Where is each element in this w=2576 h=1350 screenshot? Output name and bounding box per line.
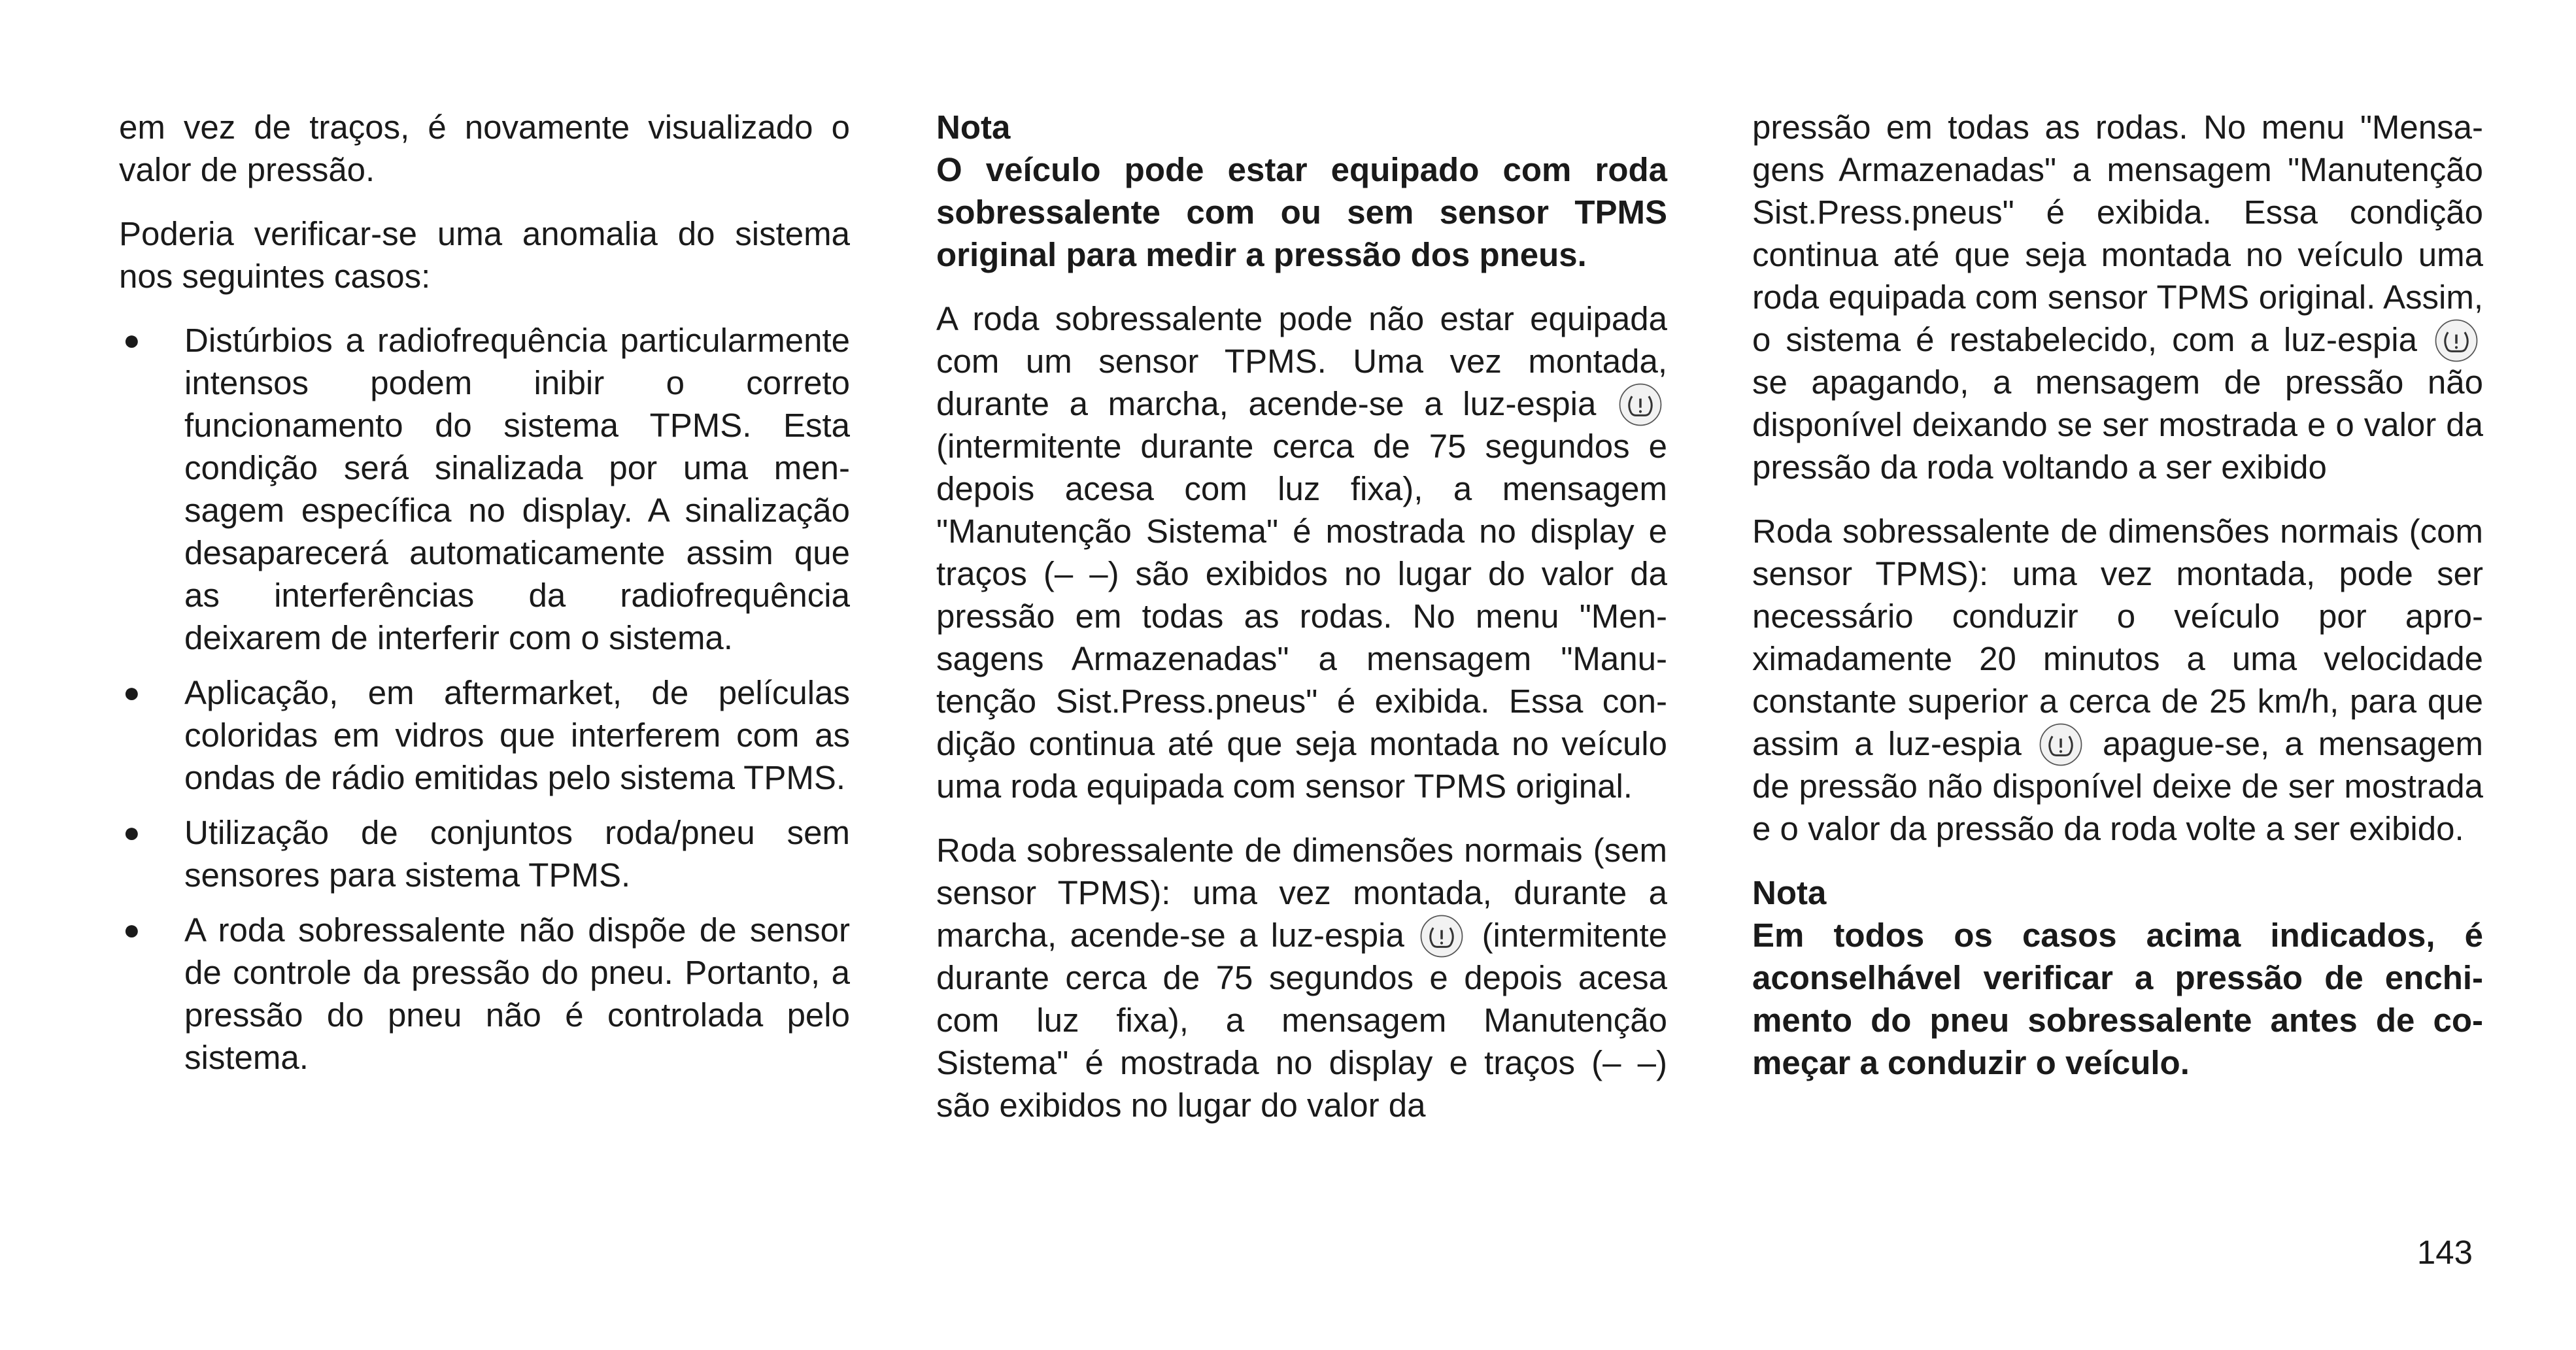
paragraph-text: se apagando, a mensagem de pressão não disponível deixando se ser mostrada e o valor da pressão da roda voltando a ser exibido [1752,363,2483,486]
list-item [119,811,850,896]
bullet-icon: ● [123,677,141,709]
column-left [119,106,850,1091]
paragraph-text: Roda sobressalente de dimensões normais (com sensor TPMS): uma vez montada, pode ser necessário conduzir o veículo por aproximadamente 20 minutos a uma velocidade constante superior a cerca de 25 km/h, para que assim a luz-espia [1752,513,2483,762]
paragraph [1752,510,2483,850]
list-item-text: Aplicação, em aftermarket, de películas coloridas em vidros que interferem com as ondas de rádio emitidas pelo sistema TPMS. [184,674,850,796]
list-item [119,319,850,659]
paragraph: em vez de traços, é novamente visualizado o valor de pressão. [119,109,850,188]
paragraph-text: Roda sobressalente de dimensões normais (sem sensor TPMS): uma vez montada, durante a marcha, acende-se a luz-espia [936,832,1667,954]
paragraph [1752,106,2483,488]
tpms-warning-lamp-icon [2038,722,2084,768]
list-item [119,909,850,1079]
note-title: Nota [936,109,1011,146]
list-item [119,671,850,799]
tpms-warning-lamp-icon [1618,382,1663,428]
paragraph-text: (intermitente durante cerca de 75 segundos e depois acesa com luz fixa), a mensagem Manutenção Sistema" é mostrada no display e traços (– –) são exibidos no lugar do valor da [936,917,1668,1124]
note-text: Em todos os casos acima indicados, é aconselhável verificar a pressão de enchimento do pneu sobressalente antes de começar a conduzir o veículo. [1752,917,2483,1081]
note-title: Nota [1752,874,1827,911]
page-number: 143 [2416,1234,2473,1271]
bullet-icon: ● [123,324,141,356]
list-item-text: Distúrbios a radiofrequência particularmente intensos podem inibir o correto funcionamento do sistema TPMS. Esta condição será sinalizada por uma mensagem específica no display. A sinalização desaparecerá automaticamente assim que as interferências da radiofrequência deixarem de interferir com o sistema. [184,322,850,656]
paragraph [936,829,1667,1126]
bullet-icon: ● [123,914,141,946]
list-item-text: A roda sobressalente não dispõe de sensor de controle da pressão do pneu. Portanto, a pressão do pneu não é controlada pelo sistema. [184,911,850,1076]
paragraph-text: pressão em todas as rodas. No menu "Mensagens Armazenadas" a mensagem "Manutenção Sist.Press.pneus" é exibida. Essa condição continua até que seja montada no veículo uma roda equipada com sensor TPMS original. Assim, o sistema é restabelecido, com a luz-espia [1752,109,2483,358]
column-middle [936,106,1667,1148]
paragraph [936,297,1667,807]
paragraph-text: (intermitente durante cerca de 75 segundos e depois acesa com luz fixa), a mensagem "Manutenção Sistema" é mostrada no display e traços (– –) são exibidos no lugar do valor da pressão em todas as rodas. No menu "Mensagens Armazenadas" a mensagem "Manutenção Sist.Press.pneus" é exibida. Essa condição continua até que seja montada no veículo uma roda equipada com sensor TPMS original. [936,428,1667,805]
paragraph-text: apague-se, a mensagem de pressão não disponível deixe de ser mostrada e o valor da pressão da roda volte a ser exibido. [1752,725,2484,847]
list-item-text: Utilização de conjuntos roda/pneu sem sensores para sistema TPMS. [184,814,850,894]
tpms-warning-lamp-icon [1419,913,1465,959]
column-right [1752,106,2483,1105]
paragraph-text: A roda sobressalente pode não estar equipada com um sensor TPMS. Uma vez montada, durante a marcha, acende-se a luz-espia [936,300,1667,422]
bullet-icon: ● [123,817,141,849]
paragraph: Poderia verificar-se uma anomalia do sistema nos seguintes casos: [119,215,850,295]
anomaly-list [119,319,850,1079]
note-text: O veículo pode estar equipado com roda sobressalente com ou sem sensor TPMS original para medir a pressão dos pneus. [936,151,1667,273]
tpms-warning-lamp-icon [2433,318,2479,363]
